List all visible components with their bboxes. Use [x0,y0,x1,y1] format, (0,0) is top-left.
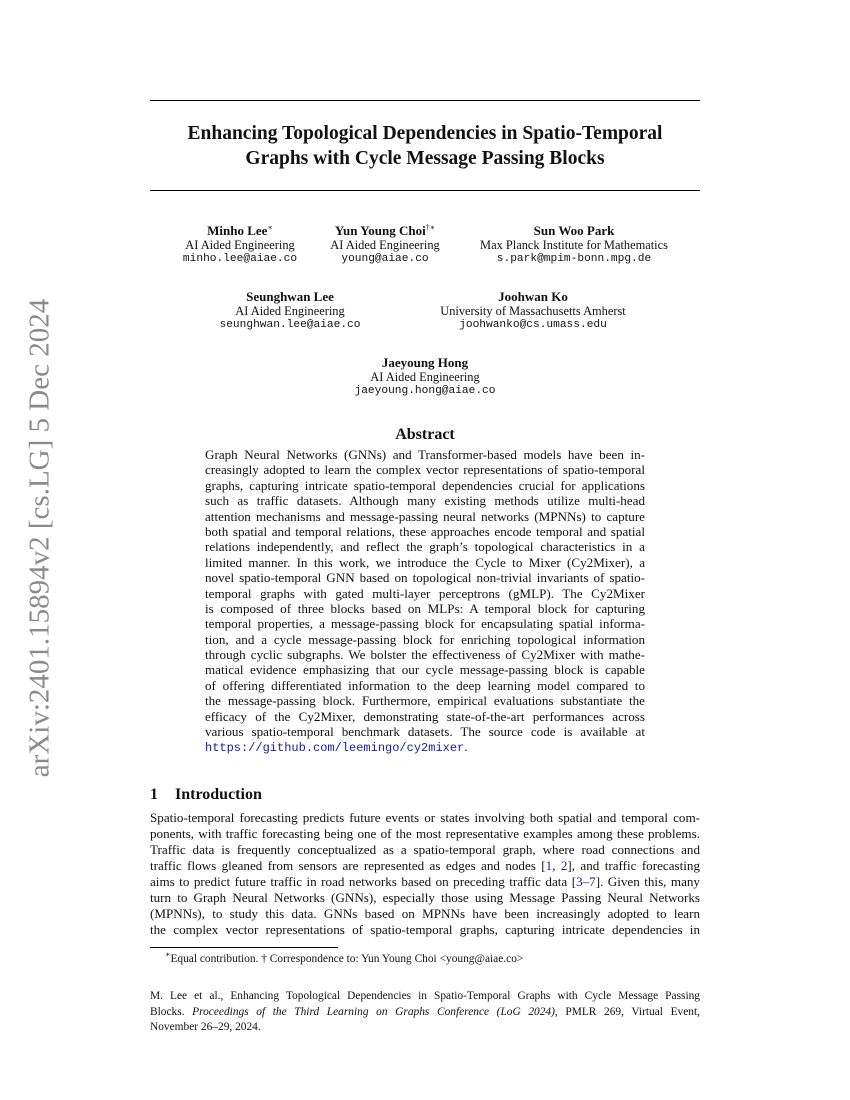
author-affiliation: AI Aided Engineering [370,370,480,385]
author [183,221,297,266]
author-affiliation: Max Planck Institute for Mathematics [480,238,668,253]
abstract-line: Graph Neural Networks (GNNs) and Transformer-based models have been in- [205,447,645,462]
author [440,287,626,332]
intro-line [150,906,700,922]
author-mark: ∗ [267,223,273,232]
citation-line-3: November 26–29, 2024. [150,1021,261,1033]
intro-text: , [552,858,561,873]
intro-line [150,842,700,858]
abstract-line: such as traffic datasets. Although many existing methods utilize multi-head [205,493,645,509]
author-email[interactable]: joohwanko@cs.umass.edu [459,319,607,332]
abstract-line: relations independently, and reflect the graph’s topological characteristics in a [205,539,645,555]
intro-text: the complex vector representations of spatio-temporal graphs, capturing intricate dependencies in [150,922,700,937]
abstract-line: of offering differentiated information to the deep learning model compared to [205,677,645,693]
intro-text: ponents, with traffic forecasting being one of the most representative examples among these problems. [150,826,700,841]
author-email[interactable]: minho.lee@aiae.co [182,253,298,266]
abstract-line: graphs, capturing intricate spatio-temporal dependencies crucial for applications [205,477,645,493]
arxiv-side-stamp: arXiv:2401.15894v2 [cs.LG] 5 Dec 2024 [23,298,56,778]
abstract-line: the message-passing block. Furthermore, empirical evaluations substantiate the [205,693,645,709]
abstract-line: tion, and a cycle message-passing block for enriching topological information [205,631,645,647]
intro-line [150,874,700,890]
source-code-link[interactable]: https://github.com/leemingo/cy2mixer [205,741,465,756]
footnote-text: Equal contribution. † Correspondence to: Yun Young Choi <young@aiae.co> [170,952,524,965]
intro-body [150,810,700,938]
author-email[interactable]: seunghwan.lee@aiae.co [219,319,361,332]
citation-text: Blocks. [150,1005,185,1018]
title-line: Graphs with Cycle Message Passing Blocks [245,148,605,169]
intro-text: turn to Graph Neural Networks (GNNs), especially those using Message Passing Neural Networks [150,890,700,905]
abstract-line: various spatio-temporal benchmark datasets. The source code is available at [205,724,645,740]
footnote-mark: ∗ [165,950,171,959]
intro-text: ], and traffic forecasting [567,858,700,873]
author [330,221,439,266]
author-affiliation: University of Massachusetts Amherst [440,304,626,319]
author-email[interactable]: s.park@mpim-bonn.mpg.de [496,253,652,266]
citation-line-1: M. Lee et al., Enhancing Topological Dependencies in Spatio-Temporal Graphs with Cycle Message Passing [150,990,700,1002]
citation-line-2 [150,1005,700,1021]
title-line: Enhancing Topological Dependencies in Spatio-Temporal [187,123,663,144]
abstract-line: temporal graphs with gated multi-layer perceptrons (gMLP). The Cy2Mixer [205,585,645,601]
author-name: Sun Woo Park [533,223,615,239]
intro-text: aims to predict future traffic in road networks based on preceding traffic data [ [150,874,577,889]
top-rule [150,100,700,101]
author-email[interactable]: young@aiae.co [341,253,429,266]
intro-line [150,826,700,842]
author-affiliation: AI Aided Engineering [235,304,345,319]
citation-link[interactable]: 2 [560,858,568,873]
intro-text: ]. Given this, many [595,874,700,889]
intro-line [150,922,700,938]
author-name: Minho Lee [207,223,268,239]
section-number: 1 [150,786,158,803]
footnote [165,947,523,967]
author [355,353,496,398]
citation-link[interactable]: 3–7 [576,874,596,889]
abstract-heading: Abstract [395,426,455,443]
intro-line [150,810,700,826]
author-affiliation: AI Aided Engineering [185,238,295,253]
intro-heading [150,786,262,804]
citation-text: , PMLR 269, Virtual Event, [554,1005,700,1018]
citation-link[interactable]: 1 [545,858,553,873]
author-name: Joohwan Ko [498,289,568,305]
author-affiliation: AI Aided Engineering [330,238,440,253]
abstract-line: limited manner. In this work, we introduce the Cycle to Mixer (Cy2Mixer), a [205,554,645,570]
abstract-line: both spatial and temporal relations, these approaches encode temporal and spatial [205,523,645,539]
abstract-line: novel spatio-temporal GNN based on topological non-trivial invariants of spatio- [205,570,645,586]
author-name: Seunghwan Lee [246,289,334,305]
author [480,221,668,266]
intro-line [150,890,700,906]
abstract-line: attention mechanisms and message-passing neural networks (MPNNs) to capture [205,508,645,524]
intro-text: Spatio-temporal forecasting predicts future events or states involving both spatial and temporal com- [150,810,700,825]
intro-line [150,858,700,874]
citation-venue: Proceedings of the Third Learning on Graphs Conference (LoG 2024) [192,1005,555,1018]
author [220,287,361,332]
abstract-line: creasingly adopted to learn the complex vector representations of spatio-temporal [205,462,645,478]
author-name: Jaeyoung Hong [381,355,469,371]
abstract-text: . [464,739,468,755]
author-mark: †∗ [425,223,436,232]
author-name: Yun Young Choi [334,223,426,239]
abstract-body [205,447,645,755]
abstract-line [205,739,645,754]
abstract-line: efficacy of the Cy2Mixer, demonstrating state-of-the-art performances across [205,708,645,724]
intro-text: (MPNNs), to study this data. GNNs based on MPNNs have been increasingly adopted to learn [150,906,700,921]
section-title: Introduction [175,786,262,803]
abstract-line: matical evidence emphasizing that our cycle message-passing block is capable [205,662,645,678]
title-bottom-rule [150,190,700,191]
citation-block [150,989,700,1036]
abstract-line: through cyclic subgraphs. We bolster the effectiveness of Cy2Mixer with mathe- [205,647,645,663]
abstract-line: is composed of three blocks based on MLPs: A temporal block for capturing [205,600,645,616]
abstract-line: temporal properties, a message-passing block for encapsulating spatial informa- [205,616,645,632]
intro-text: Traffic data is frequently conceptualized as a spatio-temporal graph, where road connections and [150,842,700,857]
author-email[interactable]: jaeyoung.hong@aiae.co [354,385,496,398]
intro-text: traffic flows gleaned from sensors are represented as edges and nodes [ [150,858,546,873]
paper-title [150,121,700,171]
